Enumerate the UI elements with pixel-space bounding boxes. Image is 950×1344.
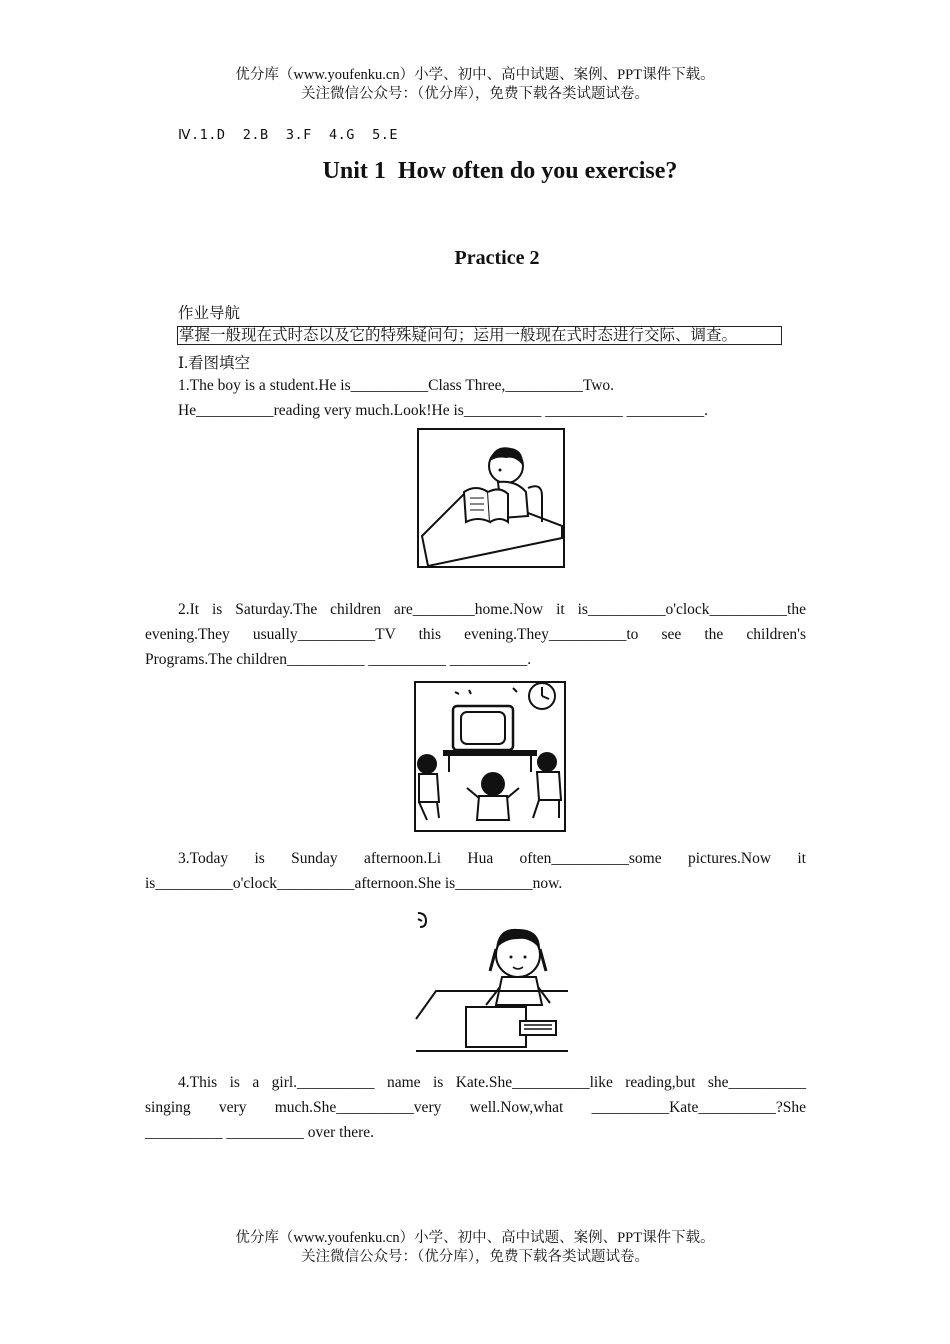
page-footer xyxy=(0,1229,950,1267)
header-line-2: 关注微信公众号：（优分库），免费下载各类试题试卷。 xyxy=(301,86,649,102)
question-4-line-3: __________ __________ over there. xyxy=(145,1124,375,1141)
question-4-line-2: singing very much.She__________very well.Now,what __________Kate__________?She xyxy=(145,1099,806,1116)
practice-subtitle: Practice 2 xyxy=(454,247,540,269)
question-4-line-1: 4.This is a girl.__________ name is Kate.She__________like reading,but she__________ xyxy=(178,1074,806,1091)
section-1-heading: Ⅰ.看图填空 xyxy=(178,355,250,372)
question-2-line-1: 2.It is Saturday.The children are________home.Now it is__________o'clock__________the xyxy=(178,601,806,618)
boy-reading-illustration xyxy=(416,426,566,570)
children-watching-tv-illustration xyxy=(413,680,567,833)
header-line-1: 优分库（www.youfenku.cn）小学、初中、高中试题、案例、PPT课件下载。 xyxy=(235,67,715,83)
homework-nav-label: 作业导航 xyxy=(178,305,241,322)
unit-title: Unit 1 How often do you exercise? xyxy=(322,158,678,184)
question-4 xyxy=(145,1070,806,1145)
question-1-line-1: 1.The boy is a student.He is__________Class Three,__________Two. xyxy=(178,377,615,394)
footer-line-2: 关注微信公众号：（优分库），免费下载各类试题试卷。 xyxy=(301,1249,649,1265)
question-3 xyxy=(145,846,806,896)
footer-line-1: 优分库（www.youfenku.cn）小学、初中、高中试题、案例、PPT课件下载。 xyxy=(235,1230,715,1246)
question-1 xyxy=(178,373,808,423)
question-1-line-2: He__________reading very much.Look!He is__________ __________ __________. xyxy=(178,402,708,419)
question-2-line-2: evening.They usually__________TV this evening.They__________to see the children's xyxy=(145,626,806,643)
girl-drawing-illustration xyxy=(412,909,568,1055)
question-3-line-1: 3.Today is Sunday afternoon.Li Hua often__________some pictures.Now it xyxy=(178,850,806,867)
question-2-line-3: Programs.The children__________ __________ __________. xyxy=(145,651,532,668)
homework-objective-box: 掌握一般现在式时态以及它的特殊疑问句；运用一般现在式时态进行交际、调查。 xyxy=(177,326,782,345)
answer-key-line: Ⅳ.1.D 2.B 3.F 4.G 5.E xyxy=(178,127,399,143)
question-2 xyxy=(145,597,806,672)
page-header xyxy=(0,66,950,104)
question-3-line-2: is__________o'clock__________afternoon.She is__________now. xyxy=(145,875,563,892)
